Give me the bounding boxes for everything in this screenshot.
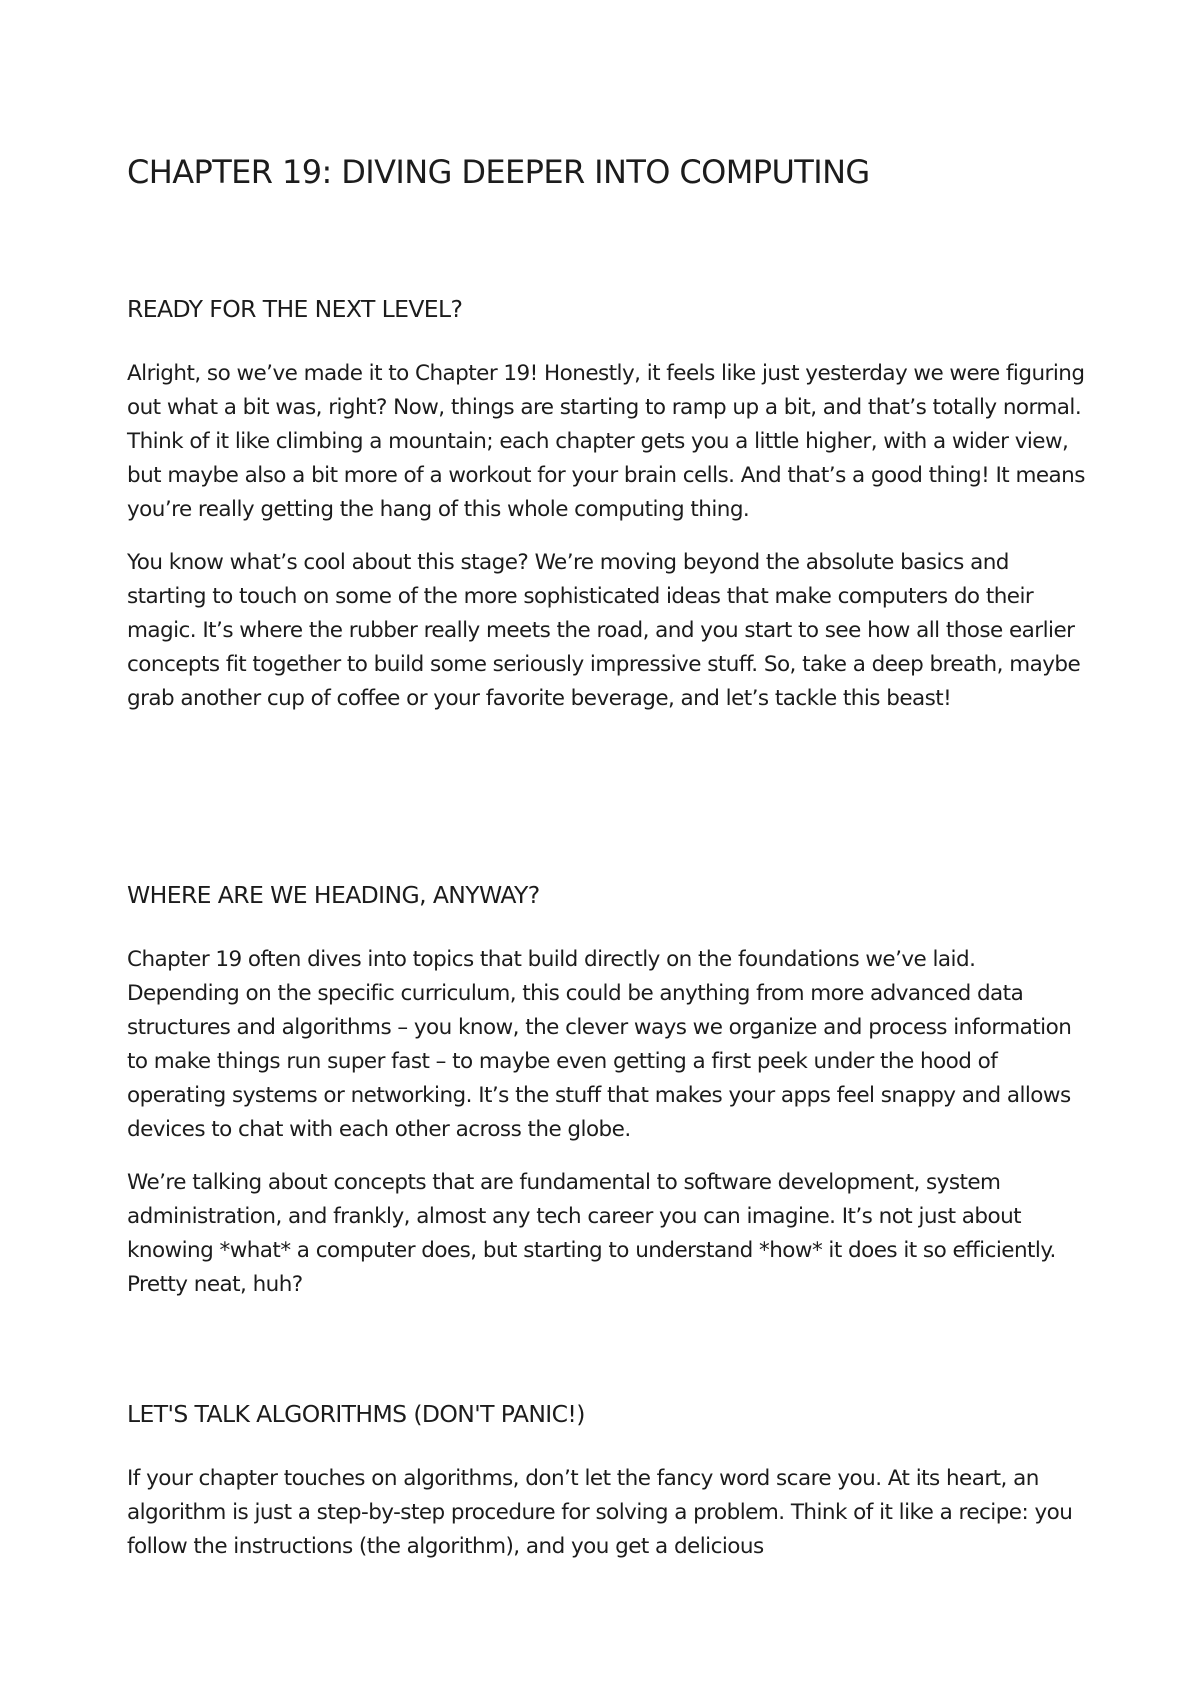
section-ready-for-next-level [127, 293, 1087, 735]
paragraph: We’re talking about concepts that are fundamental to software development, system administration, and frankly, almost any tech career you can imagine. It’s not just about knowing *what* a computer does, but starting to understand *how* it does it so efficiently. Pretty neat, huh? [127, 1170, 1056, 1297]
paragraph: Chapter 19 often dives into topics that build directly on the foundations we’ve laid. Depending on the specific curriculum, this could be anything from more advanced data structures and algorithms – you know, the clever ways we organize and process information to make things run super fast – to maybe even getting a first peek under the hood of operating systems or networking. It’s the stuff that makes your apps feel snappy and allows devices to chat with each other across the globe. [127, 947, 1072, 1142]
section-heading: WHERE ARE WE HEADING, ANYWAY? [127, 881, 540, 909]
paragraph: Alright, so we’ve made it to Chapter 19! Honestly, it feels like just yesterday we were figuring out what a bit was, right? Now, things are starting to ramp up a bit, and that’s totally normal. Think of it like climbing a mountain; each chapter gets you a little higher, with a wider view, but maybe also a bit more of a workout for your brain cells. And that’s a good thing! It means you’re really getting the hang of this whole computing thing. [127, 361, 1085, 522]
paragraph: If your chapter touches on algorithms, don’t let the fancy word scare you. At its heart, an algorithm is just a step-by-step procedure for solving a problem. Think of it like a recipe: you follow the instructions (the algorithm), and you get a delicious [127, 1466, 1073, 1559]
section-where-are-we-heading [127, 879, 1087, 1321]
chapter-title: CHAPTER 19: DIVING DEEPER INTO COMPUTING [127, 153, 870, 191]
section-heading: LET'S TALK ALGORITHMS (DON'T PANIC!) [127, 1400, 585, 1428]
section-heading: READY FOR THE NEXT LEVEL? [127, 295, 463, 323]
section-lets-talk-algorithms [127, 1398, 1087, 1583]
paragraph: You know what’s cool about this stage? We’re moving beyond the absolute basics and starting to touch on some of the more sophisticated ideas that make computers do their magic. It’s where the rubber really meets the road, and you start to see how all those earlier concepts fit together to build some seriously impressive stuff. So, take a deep breath, maybe grab another cup of coffee or your favorite beverage, and let’s tackle this beast! [127, 550, 1081, 711]
